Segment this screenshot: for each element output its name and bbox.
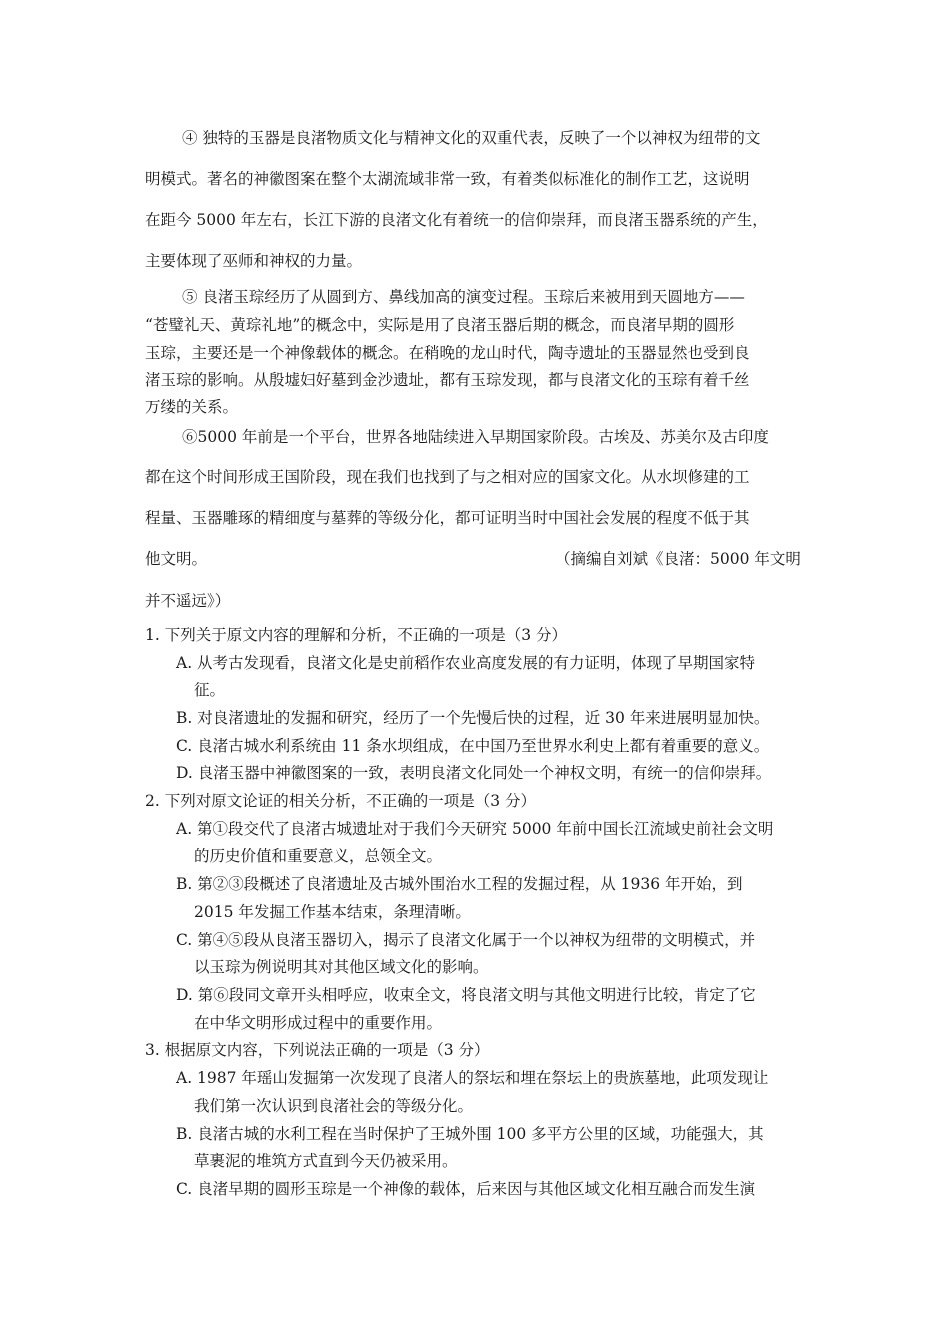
question-2-option-b-cont: 2015 年发掘工作基本结束，条理清晰。 [194, 903, 471, 921]
question-2-option-a: A. 第①段交代了良渚古城遗址对于我们今天研究 5000 年前中国长江流域史前社会文明 [176, 820, 774, 838]
paragraph-6-line-3: 程量、玉器雕琢的精细度与墓葬的等级分化，都可证明当时中国社会发展的程度不低于其 [145, 509, 750, 527]
question-1-option-b: B. 对良渚遗址的发掘和研究，经历了一个先慢后快的过程，近 30 年来进展明显加快。 [176, 709, 770, 727]
paragraph-5-line-2: “苍璧礼天、黄琮礼地”的概念中，实际是用了良渚玉器后期的概念，而良渚早期的圆形 [145, 316, 735, 334]
question-3-option-a: A. 1987 年瑶山发掘第一次发现了良渚人的祭坛和埋在祭坛上的贵族墓地，此项发现让 [176, 1069, 769, 1087]
paragraph-4-line-2: 明模式。著名的神徽图案在整个太湖流域非常一致，有着类似标准化的制作工艺，这说明 [145, 170, 750, 188]
question-2-option-d: D. 第⑥段同文章开头相呼应，收束全文，将良渚文明与其他文明进行比较，肯定了它 [176, 986, 756, 1004]
paragraph-5-line-1: ⑤ 良渚玉琮经历了从圆到方、鼻线加高的演变过程。玉琮后来被用到天圆地方—— [182, 288, 745, 306]
paragraph-4-line-4: 主要体现了巫师和神权的力量。 [145, 252, 363, 270]
citation-line-1: （摘编自刘斌《良渚：5000 年文明 [555, 550, 801, 568]
paragraph-4-line-1: ④ 独特的玉器是良渚物质文化与精神文化的双重代表，反映了一个以神权为纽带的文 [182, 129, 761, 147]
paragraph-4-line-3: 在距今 5000 年左右，长江下游的良渚文化有着统一的信仰崇拜，而良渚玉器系统的产生， [145, 211, 768, 229]
question-1-stem: 1. 下列关于原文内容的理解和分析，不正确的一项是（3 分） [145, 626, 568, 644]
paragraph-6-line-1: ⑥5000 年前是一个平台，世界各地陆续进入早期国家阶段。古埃及、苏美尔及古印度 [182, 428, 769, 446]
question-2-option-c-cont: 以玉琮为例说明其对其他区域文化的影响。 [194, 958, 489, 976]
paragraph-6-line-2: 都在这个时间形成王国阶段，现在我们也找到了与之相对应的国家文化。从水坝修建的工 [145, 468, 750, 486]
question-1-option-a-cont: 征。 [194, 681, 226, 699]
paragraph-5-line-4: 渚玉琮的影响。从殷墟妇好墓到金沙遗址，都有玉琮发现，都与良渚文化的玉琮有着千丝 [145, 371, 750, 389]
question-3-stem: 3. 根据原文内容，下列说法正确的一项是（3 分） [145, 1041, 490, 1059]
citation-line-2: 并不遥远》） [145, 592, 231, 610]
question-2-option-c: C. 第④⑤段从良渚玉器切入，揭示了良渚文化属于一个以神权为纽带的文明模式，并 [176, 931, 756, 949]
question-1-option-a: A. 从考古发现看，良渚文化是史前稻作农业高度发展的有力证明，体现了早期国家特 [176, 654, 756, 672]
paragraph-5-line-3: 玉琮，主要还是一个神像载体的概念。在稍晚的龙山时代，陶寺遗址的玉器显然也受到良 [145, 344, 750, 362]
question-2-option-a-cont: 的历史价值和重要意义，总领全文。 [194, 847, 443, 865]
question-3-option-b: B. 良渚古城的水利工程在当时保护了王城外围 100 多平方公里的区域，功能强大，其 [176, 1125, 764, 1143]
question-1-option-d: D. 良渚玉器中神徽图案的一致，表明良渚文化同处一个神权文明，有统一的信仰崇拜。 [176, 764, 772, 782]
question-3-option-a-cont: 我们第一次认识到良渚社会的等级分化。 [194, 1097, 474, 1115]
question-2-option-b: B. 第②③段概述了良渚遗址及古城外围治水工程的发掘过程，从 1936 年开始，到 [176, 875, 743, 893]
question-3-option-c: C. 良渚早期的圆形玉琮是一个神像的载体，后来因与其他区域文化相互融合而发生演 [176, 1180, 756, 1198]
paragraph-6-line-4: 他文明。 [145, 550, 208, 568]
question-3-option-b-cont: 草裹泥的堆筑方式直到今天仍被采用。 [194, 1152, 458, 1170]
paragraph-5-line-5: 万缕的关系。 [145, 398, 239, 416]
question-2-stem: 2. 下列对原文论证的相关分析，不正确的一项是（3 分） [145, 792, 537, 810]
question-2-option-d-cont: 在中华文明形成过程中的重要作用。 [194, 1014, 443, 1032]
question-1-option-c: C. 良渚古城水利系统由 11 条水坝组成，在中国乃至世界水利史上都有着重要的意义。 [176, 737, 770, 755]
